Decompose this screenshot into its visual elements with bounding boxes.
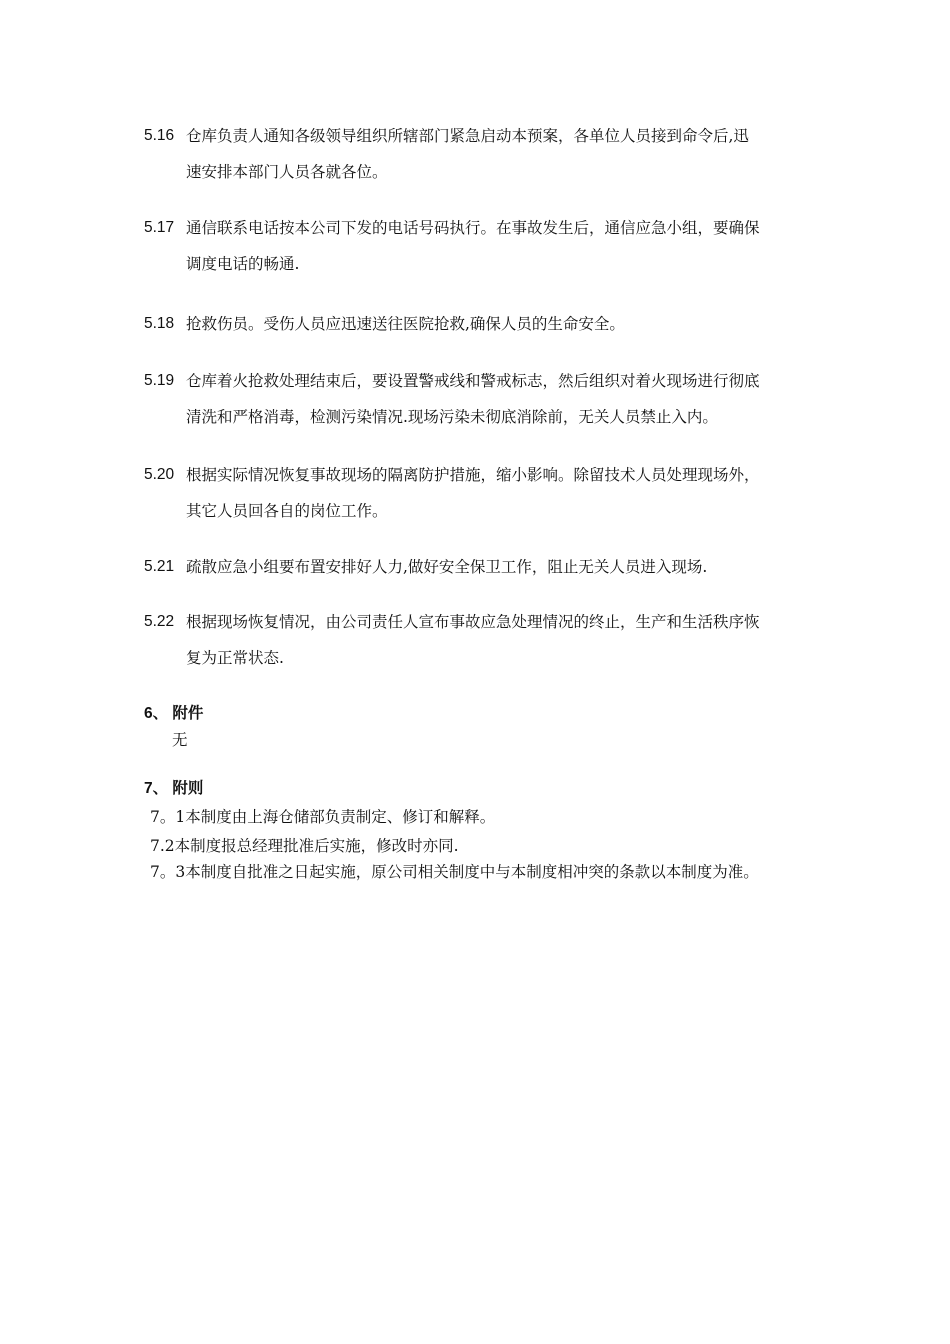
clause-number: 5.16 xyxy=(144,127,175,144)
clause-text-line2: 调度电话的畅通. xyxy=(186,255,300,273)
clause-number: 5.17 xyxy=(144,219,175,236)
clause-number: 5.19 xyxy=(144,372,175,389)
clause-text-line1: 抢救伤员。受伤人员应迅速送往医院抢救,确保人员的生命安全。 xyxy=(186,315,625,333)
clause-text-line1: 根据现场恢复情况，由公司责任人宣布事故应急处理情况的终止，生产和生活秩序恢 xyxy=(186,613,760,631)
rule-7-2: 7.2本制度报总经理批准后实施，修改时亦同. xyxy=(150,837,459,855)
clause-text-line1: 仓库着火抢救处理结束后，要设置警戒线和警戒标志，然后组织对着火现场进行彻底 xyxy=(186,372,760,390)
clause-text-line2: 速安排本部门人员各就各位。 xyxy=(186,163,388,181)
clause-text-line1: 疏散应急小组要布置安排好人力,做好安全保卫工作，阻止无关人员进入现场. xyxy=(186,558,708,576)
section-6-body: 无 xyxy=(172,731,188,749)
clause-number: 5.22 xyxy=(144,613,175,630)
rule-7-1: 7。1本制度由上海仓储部负责制定、修订和解释。 xyxy=(150,808,496,826)
section-7-heading: 7、 附则 xyxy=(144,780,204,797)
clause-text-line1: 仓库负责人通知各级领导组织所辖部门紧急启动本预案，各单位人员接到命令后,迅 xyxy=(186,127,749,145)
clause-text-line1: 通信联系电话按本公司下发的电话号码执行。在事故发生后，通信应急小组，要确保 xyxy=(186,219,760,237)
clause-number: 5.20 xyxy=(144,466,175,483)
clause-text-line2: 复为正常状态. xyxy=(186,649,284,667)
clause-text-line2: 其它人员回各自的岗位工作。 xyxy=(186,502,388,520)
clause-number: 5.18 xyxy=(144,315,175,332)
rule-7-3: 7。3本制度自批准之日起实施，原公司相关制度中与本制度相冲突的条款以本制度为准。 xyxy=(150,863,759,881)
clause-text-line2: 清洗和严格消毒，检测污染情况.现场污染未彻底消除前，无关人员禁止入内。 xyxy=(186,408,718,426)
clause-text-line1: 根据实际情况恢复事故现场的隔离防护措施，缩小影响。除留技术人员处理现场外， xyxy=(186,466,760,484)
section-6-heading: 6、 附件 xyxy=(144,705,204,722)
clause-number: 5.21 xyxy=(144,558,175,575)
